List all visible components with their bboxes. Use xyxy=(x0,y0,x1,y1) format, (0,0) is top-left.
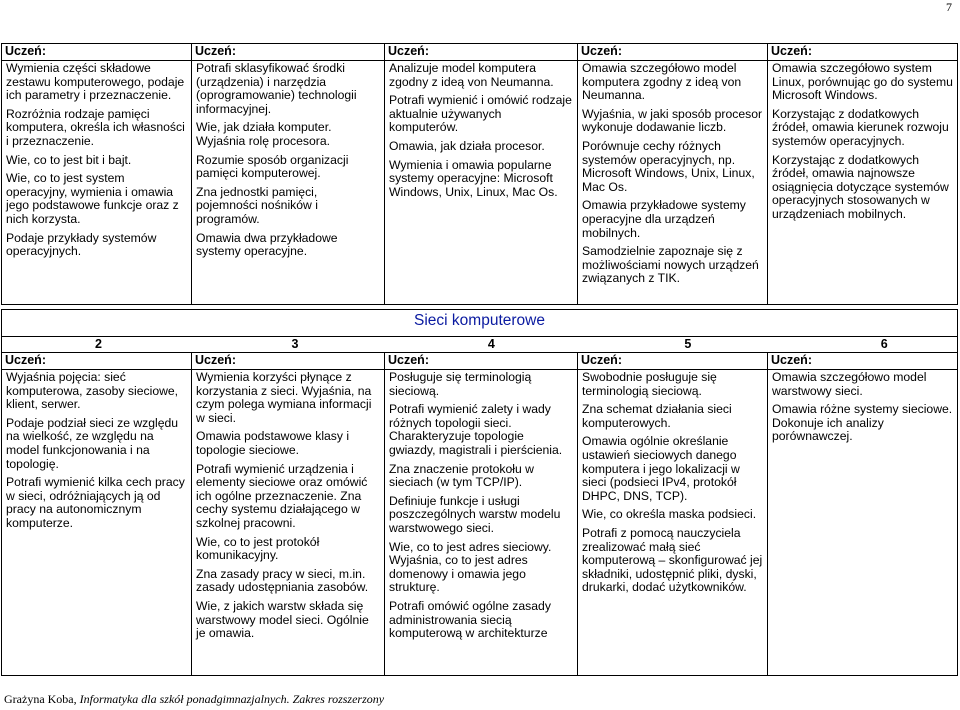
requirement-text: Wymienia części składowe zestawu komputerowego, podaje ich parametry i przeznaczenie. xyxy=(6,61,185,103)
requirement-text: Wie, co określa maska podsieci. xyxy=(582,507,757,522)
grade-level: 4 xyxy=(487,337,495,351)
header-row xyxy=(2,44,958,61)
level-3-cell xyxy=(192,370,385,676)
requirement-text: Posługuje się terminologią sieciową. xyxy=(389,370,532,398)
requirement-text: Zna jednostki pamięci, pojemności nośników i programów. xyxy=(196,184,318,226)
footer xyxy=(4,692,384,707)
requirement-text: Wie, co to jest protokół komunikacyjny. xyxy=(196,534,320,563)
body-row xyxy=(2,370,958,676)
requirement-text: Wie, co to jest adres sieciowy. Wyjaśnia, co to jest adres domenowy i omawia jego strukturę. xyxy=(389,539,552,595)
requirement-text: Podaje przykłady systemów operacyjnych. xyxy=(6,230,157,259)
section-title-row xyxy=(2,310,958,337)
grade-level: 6 xyxy=(880,337,888,351)
header-cell: Uczeń: xyxy=(385,44,578,61)
level-2-cell xyxy=(2,61,192,305)
header-row xyxy=(2,353,958,370)
header-cell: Uczeń: xyxy=(385,353,578,370)
level-2-cell xyxy=(2,370,192,676)
requirement-text: Potrafi wymienić urządzenia i elementy sieciowe oraz omówić ich ogólne przeznaczenie. Zna cechy systemu działającego w szkolnej pracowni. xyxy=(196,461,368,530)
grade-level: 5 xyxy=(684,337,692,351)
header-cell: Uczeń: xyxy=(768,353,958,370)
header-cell: Uczeń: xyxy=(192,353,385,370)
requirement-text: Omawia szczegółowo system Linux, porównując go do systemu Microsoft Windows. xyxy=(772,61,953,103)
header-cell: Uczeń: xyxy=(578,353,768,370)
requirement-text: Korzystając z dodatkowych źródeł, omawia kierunek rozwoju systemów operacyjnych. xyxy=(772,106,949,148)
level-5-cell xyxy=(578,370,768,676)
requirement-text: Potrafi z pomocą nauczyciela zrealizować małą sieć komputerową – skonfigurować jej składniki, udostępnić pliki, dyski, drukarki, dodać użytkowników. xyxy=(582,525,763,595)
level-6-cell xyxy=(768,61,958,305)
requirement-text: Omawia szczegółowo model warstwowy sieci. xyxy=(772,370,927,398)
requirement-text: Omawia przykładowe systemy operacyjne dla urządzeń mobilnych. xyxy=(582,198,746,240)
requirement-text: Potrafi sklasyfikować środki (urządzenia) i narzędzia (oprogramowanie) technologii informacyjnej. xyxy=(196,61,357,116)
requirement-text: Omawia dwa przykładowe systemy operacyjne. xyxy=(196,230,338,259)
grade-levels xyxy=(2,337,958,353)
grade-level: 3 xyxy=(291,337,299,351)
requirements-table-1 xyxy=(1,43,958,305)
requirement-text: Zna schemat działania sieci komputerowych. xyxy=(582,402,732,430)
level-5-cell xyxy=(578,61,768,305)
requirement-text: Omawia ogólnie określanie ustawień sieciowych danego komputera i jego lokalizacji w sieci (podsieci IPv4, protokół DHPC, DNS, TCP). xyxy=(582,434,740,503)
requirement-text: Potrafi wymienić i omówić rodzaje aktualnie używanych komputerów. xyxy=(389,93,572,135)
requirement-text: Podaje podział sieci ze względu na wielkość, ze względu na model funkcjonowania i na topologię. xyxy=(6,415,179,471)
level-4-cell xyxy=(385,61,578,305)
requirement-text: Korzystając z dodatkowych źródeł, omawia najnowsze osiągnięcia dotyczące systemów operacyjnych stosowanych w urządzeniach mobilnych. xyxy=(772,152,949,221)
section-title: Sieci komputerowe xyxy=(2,310,958,337)
requirement-text: Wie, co to jest bit i bajt. xyxy=(6,152,132,167)
requirement-text: Wyjaśnia pojęcia: sieć komputerowa, zasoby sieciowe, klient, serwer. xyxy=(6,370,179,412)
page-number: 7 xyxy=(946,0,952,14)
requirement-text: Wymienia korzyści płynące z korzystania z sieci. Wyjaśnia, na czym polega wymiana informacji w sieci. xyxy=(196,370,372,425)
requirement-text: Omawia różne systemy sieciowe. Dokonuje ich analizy porównawczej. xyxy=(772,402,953,444)
grade-levels-row xyxy=(2,337,958,353)
level-4-cell xyxy=(385,370,578,676)
requirement-text: Porównuje cechy różnych systemów operacyjnych, np. Microsoft Windows, Unix, Linux, Mac Os. xyxy=(582,138,755,194)
level-6-cell xyxy=(768,370,958,676)
requirement-text: Zna znaczenie protokołu w sieciach (w tym TCP/IP). xyxy=(389,461,534,490)
requirement-text: Wie, co to jest system operacyjny, wymienia i omawia jego podstawowe funkcje oraz z nich korzysta. xyxy=(6,171,179,226)
requirement-text: Wie, jak działa komputer. Wyjaśnia rolę procesora. xyxy=(196,120,332,148)
requirement-text: Omawia, jak działa procesor. xyxy=(389,138,545,153)
requirement-text: Definiuje funkcje i usługi poszczególnych warstw modelu warstwowego sieci. xyxy=(389,493,561,535)
footer-book-title: Informatyka dla szkół ponadgimnazjalnych. Zakres rozszerzony xyxy=(79,692,385,706)
requirement-text: Swobodnie posługuje się terminologią sieciową. xyxy=(582,370,717,398)
requirements-table-2 xyxy=(1,309,958,676)
requirement-text: Analizuje model komputera zgodny z ideą von Neumanna. xyxy=(389,61,554,89)
requirement-text: Rozróżnia rodzaje pamięci komputera, określa ich własności i przeznaczenie. xyxy=(6,106,185,148)
requirement-text: Wymienia i omawia popularne systemy operacyjne: Microsoft Windows, Unix, Linux, Mac Os. xyxy=(389,157,558,199)
requirement-text: Potrafi wymienić kilka cech pracy w sieci, odróżniających ją od pracy na autonomicznym komputerze. xyxy=(6,475,185,530)
requirement-text: Wyjaśnia, w jaki sposób procesor wykonuje dodawanie liczb. xyxy=(582,106,763,135)
header-cell: Uczeń: xyxy=(2,44,192,61)
requirement-text: Wie, z jakich warstw składa się warstwowy model sieci. Ogólnie je omawia. xyxy=(196,598,369,641)
header-cell: Uczeń: xyxy=(578,44,768,61)
requirement-text: Zna zasady pracy w sieci, m.in. zasady udostępniania zasobów. xyxy=(196,566,369,595)
header-cell: Uczeń: xyxy=(2,353,192,370)
requirement-text: Omawia podstawowe klasy i topologie sieciowe. xyxy=(196,429,350,457)
body-row xyxy=(2,61,958,305)
requirement-text: Potrafi omówić ogólne zasady administrowania siecią komputerową w architekturze xyxy=(389,598,551,641)
requirement-text: Potrafi wymienić zalety i wady różnych topologii sieci. Charakteryzuje topologie gwiazdy, magistrali i pierścienia. xyxy=(389,402,563,457)
grade-level: 2 xyxy=(95,337,102,351)
requirement-text: Samodzielnie zapoznaje się z możliwościami nowych urządzeń związanych z TIK. xyxy=(582,244,759,286)
header-cell: Uczeń: xyxy=(768,44,958,61)
footer-author: Grażyna Koba, xyxy=(4,692,80,706)
requirement-text: Omawia szczegółowo model komputera zgodny z ideą von Neumanna. xyxy=(582,61,742,103)
header-cell: Uczeń: xyxy=(192,44,385,61)
level-3-cell xyxy=(192,61,385,305)
requirement-text: Rozumie sposób organizacji pamięci komputerowej. xyxy=(196,152,349,181)
